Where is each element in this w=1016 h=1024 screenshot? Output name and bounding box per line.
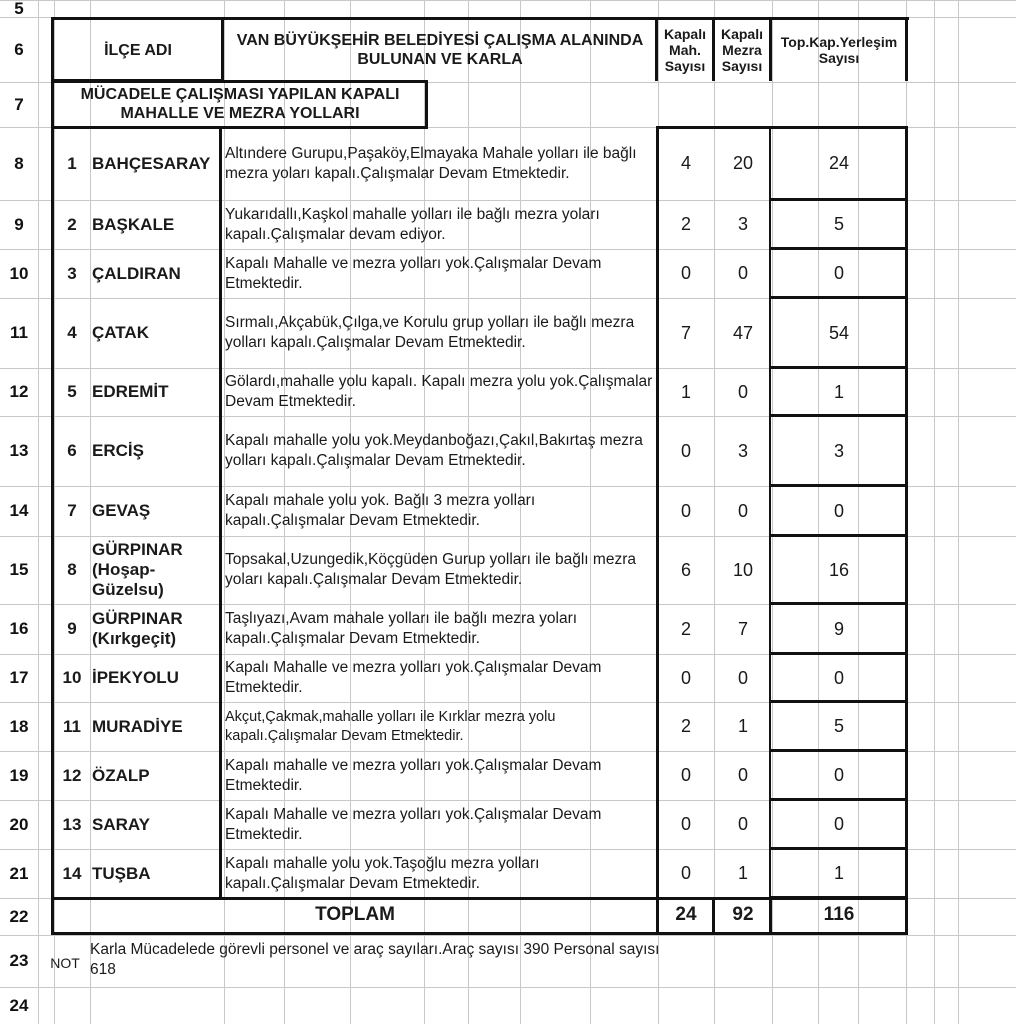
total-closed-count-text: 5: [833, 716, 844, 736]
district-name-text: BAŞKALE: [92, 214, 175, 234]
row-number[interactable]: 14: [9, 501, 29, 520]
row-index-text: 6: [67, 441, 77, 460]
closed-mezra-count[interactable]: [714, 298, 772, 368]
border-totals-mah-right: [712, 897, 715, 935]
border-numbers-left: [656, 126, 659, 935]
row-index-text: 3: [67, 263, 77, 283]
district-name[interactable]: [90, 368, 220, 416]
closed-mezra-count[interactable]: [714, 654, 772, 702]
road-description-text: Topsakal,Uzungedik,Köçgüden Gurup yolları ile bağlı mezra yoları kapalı.Çalışmalar Devam Etmektedir.: [225, 551, 636, 588]
district-name[interactable]: [90, 702, 220, 751]
road-description[interactable]: [223, 849, 655, 898]
closed-mah-count-text: 2: [680, 716, 691, 736]
row-index[interactable]: [54, 751, 90, 800]
row-number[interactable]: 16: [9, 619, 29, 638]
row-index-text: 2: [67, 214, 77, 234]
road-description[interactable]: [223, 127, 655, 200]
district-name[interactable]: [90, 849, 220, 898]
totals-total[interactable]: 116: [823, 904, 855, 925]
row-number[interactable]: 11: [10, 323, 28, 342]
border-top: [52, 17, 909, 20]
row-index[interactable]: [54, 368, 90, 416]
total-closed-count-text: 9: [833, 618, 844, 639]
total-closed-count-text: 0: [833, 765, 844, 785]
header-closed-mezra[interactable]: Kapalı Mezra Sayısı: [720, 26, 763, 74]
total-closed-count[interactable]: [772, 249, 906, 298]
total-closed-count[interactable]: [772, 298, 906, 368]
closed-mah-count-text: 0: [680, 440, 691, 461]
closed-mah-count[interactable]: [658, 298, 714, 368]
totals-mezra[interactable]: 92: [732, 904, 754, 925]
total-closed-count-text: 0: [833, 263, 844, 283]
total-closed-count[interactable]: [772, 416, 906, 486]
total-closed-count[interactable]: [772, 127, 906, 200]
row-index[interactable]: [54, 654, 90, 702]
district-name-text: İPEKYOLU: [92, 668, 179, 687]
row-index-text: 14: [62, 863, 82, 883]
district-name-text: ÖZALP: [92, 765, 150, 785]
row-index[interactable]: [54, 536, 90, 604]
row-number[interactable]: 15: [9, 560, 29, 579]
road-description-text: Akçut,Çakmak,mahalle yolları ile Kırklar mezra yolu kapalı.Çalışmalar Devam Etmektedir.: [225, 708, 556, 744]
total-cell-border: [770, 749, 907, 752]
row-number[interactable]: 12: [9, 382, 29, 401]
row-number[interactable]: 10: [9, 263, 29, 283]
closed-mezra-count-text: 0: [737, 814, 748, 834]
header-closed-mah[interactable]: Kapalı Mah. Sayısı: [663, 26, 706, 74]
total-closed-count[interactable]: [772, 800, 906, 849]
road-description-text: Kapalı mahalle yolu yok.Taşoğlu mezra yolları kapalı.Çalışmalar Devam Etmektedir.: [225, 854, 540, 892]
district-name[interactable]: [90, 486, 220, 536]
district-name-text: MURADİYE: [92, 716, 183, 736]
road-description[interactable]: [223, 751, 655, 800]
total-closed-count-text: 5: [833, 214, 844, 234]
closed-mah-count-text: 4: [680, 153, 691, 173]
total-closed-count-text: 0: [833, 667, 844, 688]
closed-mezra-count-text: 3: [737, 440, 748, 461]
border-total-col-left: [769, 126, 771, 897]
border-right-top: [905, 17, 908, 81]
closed-mah-count-text: 0: [680, 863, 691, 883]
header-description[interactable]: VAN BÜYÜKŞEHİR BELEDİYESİ ÇALIŞMA ALANINDA BULUNAN VE KARLA: [236, 32, 644, 68]
road-description[interactable]: [223, 604, 655, 654]
row-index-text: 10: [62, 668, 82, 687]
total-closed-count-text: 1: [833, 863, 844, 883]
total-closed-count-text: 0: [833, 500, 844, 521]
total-closed-count[interactable]: [772, 702, 906, 751]
row-index-text: 8: [67, 560, 77, 579]
row-index-text: 9: [67, 619, 77, 638]
road-description-text: Sırmalı,Akçabük,Çılga,ve Korulu grup yolları ile bağlı mezra yolları kapalı.Çalışmalar Devam Etmektedir.: [225, 314, 635, 351]
total-closed-count[interactable]: [772, 849, 906, 898]
closed-mezra-count[interactable]: [714, 751, 772, 800]
district-name[interactable]: [90, 751, 220, 800]
total-cell-border: [770, 652, 907, 655]
district-name[interactable]: [90, 654, 220, 702]
closed-mezra-count[interactable]: [714, 702, 772, 751]
road-description-text: Kapalı mahale yolu yok. Bağlı 3 mezra yolları kapalı.Çalışmalar Devam Etmektedir.: [225, 492, 536, 529]
closed-mezra-count-text: 0: [737, 263, 748, 283]
border-totals-mezra-right: [769, 897, 772, 935]
closed-mezra-count-text: 0: [737, 381, 748, 402]
totals-label[interactable]: TOPLAM: [315, 904, 395, 925]
row-number[interactable]: 17: [9, 668, 29, 687]
row-index[interactable]: [54, 298, 90, 368]
road-description-text: Kapalı mahalle yolu yok.Meydanboğazı,Çakıl,Bakırtaş mezra yolları kapalı.Çalışmalar Devam Etmektedir.: [225, 432, 643, 469]
total-closed-count-text: 0: [833, 814, 844, 834]
closed-mezra-count-text: 1: [737, 716, 748, 736]
grid-row-line: [0, 935, 1016, 936]
road-description[interactable]: [223, 249, 655, 298]
total-closed-count[interactable]: [772, 368, 906, 416]
closed-mah-count[interactable]: [658, 751, 714, 800]
closed-mezra-count-text: 1: [737, 863, 748, 883]
road-description[interactable]: [223, 800, 655, 849]
row-index-text: 13: [62, 814, 82, 834]
border-left: [51, 17, 54, 935]
row-number[interactable]: 20: [9, 814, 29, 834]
grid-row-line: [0, 987, 1016, 988]
row-index[interactable]: [54, 249, 90, 298]
row-number[interactable]: 18: [9, 716, 29, 736]
closed-mezra-count[interactable]: [714, 200, 772, 249]
closed-mezra-count[interactable]: [714, 368, 772, 416]
closed-mezra-count[interactable]: [714, 604, 772, 654]
road-description[interactable]: [223, 368, 655, 416]
grid-row-line: [0, 0, 1016, 1]
road-description-text: Taşlıyazı,Avam mahale yolları ile bağlı mezra yoları kapalı.Çalışmalar Devam Etmektedir.: [225, 610, 578, 647]
district-name-text: ERCİŞ: [92, 441, 144, 460]
row-index[interactable]: [54, 486, 90, 536]
district-name-text: GÜRPINAR (Hoşap-Güzelsu): [92, 540, 183, 599]
border-desc-right: [655, 17, 658, 81]
district-name[interactable]: [90, 416, 220, 486]
closed-mah-count-text: 0: [680, 263, 691, 283]
note-label[interactable]: NOT: [50, 955, 80, 971]
row-number[interactable]: 9: [14, 214, 24, 234]
total-cell-border: [770, 198, 907, 201]
closed-mezra-count[interactable]: [714, 249, 772, 298]
total-cell-border: [770, 534, 907, 537]
row-number[interactable]: 6: [14, 39, 24, 59]
total-closed-count[interactable]: [772, 751, 906, 800]
road-description-text: Kapalı Mahalle ve mezra yolları yok.Çalışmalar Devam Etmektedir.: [225, 254, 602, 292]
border-district-right: [221, 17, 224, 83]
border-mah-right: [712, 17, 715, 81]
district-name-text: BAHÇESARAY: [92, 153, 211, 173]
closed-mah-count-text: 0: [680, 667, 691, 688]
row-index[interactable]: [54, 200, 90, 249]
total-closed-count-text: 1: [833, 381, 844, 402]
closed-mah-count-text: 6: [680, 559, 691, 580]
closed-mezra-count[interactable]: [714, 416, 772, 486]
closed-mah-count-text: 1: [680, 381, 691, 402]
row-index[interactable]: [54, 800, 90, 849]
row-index-text: 4: [67, 323, 77, 342]
border-totals-bottom: [52, 932, 908, 935]
closed-mah-count[interactable]: [658, 368, 714, 416]
row-number[interactable]: 7: [14, 94, 24, 114]
header-total-closed[interactable]: Top.Kap.Yerleşim Sayısı: [780, 34, 898, 66]
row-index[interactable]: [54, 702, 90, 751]
row-index[interactable]: [54, 416, 90, 486]
row-index-text: 12: [62, 765, 82, 785]
closed-mezra-count-text: 20: [732, 153, 754, 173]
road-description[interactable]: [223, 416, 655, 486]
total-closed-count[interactable]: [772, 536, 906, 604]
road-description[interactable]: [223, 298, 655, 368]
row-index[interactable]: [54, 849, 90, 898]
row-index[interactable]: [54, 127, 90, 200]
grid-column-line: [38, 0, 39, 1024]
closed-mezra-count-text: 0: [737, 667, 748, 688]
district-name[interactable]: [90, 800, 220, 849]
header-description-continued[interactable]: MÜCADELE ÇALIŞMASI YAPILAN KAPALI MAHALLE VE MEZRA YOLLARI: [80, 86, 400, 122]
total-cell-border: [770, 798, 907, 801]
district-name[interactable]: [90, 536, 220, 604]
row-index-text: 5: [67, 382, 77, 401]
road-description-text: Yukarıdallı,Kaşkol mahalle yolları ile bağlı mezra yoları kapalı.Çalışmalar devam ediyor.: [225, 205, 600, 243]
district-name[interactable]: [90, 249, 220, 298]
total-closed-count[interactable]: [772, 200, 906, 249]
closed-mah-count[interactable]: [658, 702, 714, 751]
border-mezra-right: [769, 17, 772, 81]
closed-mezra-count[interactable]: [714, 849, 772, 898]
row-number[interactable]: 19: [9, 765, 29, 785]
district-name[interactable]: [90, 127, 220, 200]
closed-mah-count-text: 0: [680, 500, 691, 521]
road-description-text: Kapalı Mahalle ve mezra yolları yok.Çalışmalar Devam Etmektedir.: [225, 805, 602, 843]
totals-mah[interactable]: 24: [675, 904, 697, 925]
closed-mah-count[interactable]: [658, 604, 714, 654]
grid-column-line: [958, 0, 959, 1024]
grid-column-line: [934, 0, 935, 1024]
row-number[interactable]: 5: [14, 0, 24, 18]
closed-mah-count[interactable]: [658, 486, 714, 536]
road-description[interactable]: [223, 486, 655, 536]
closed-mezra-count-text: 7: [737, 618, 748, 639]
road-description[interactable]: [223, 654, 655, 702]
border-subheader-bottom: [52, 126, 428, 129]
border-subheader-top: [52, 80, 428, 83]
total-closed-count-text: 24: [828, 153, 850, 173]
border-district-body-right: [219, 127, 222, 900]
closed-mah-count-text: 2: [680, 618, 691, 639]
closed-mah-count-text: 0: [680, 814, 691, 834]
road-description-text: Altındere Gurupu,Paşaköy,Elmayaka Mahale yolları ile bağlı mezra yoları kapalı.Çalışmalar Devam Etmektedir.: [225, 144, 637, 182]
district-name-text: ÇATAK: [92, 323, 149, 342]
closed-mah-count[interactable]: [658, 800, 714, 849]
closed-mezra-count-text: 3: [737, 214, 748, 234]
total-cell-border: [770, 247, 907, 250]
total-closed-count[interactable]: [772, 486, 906, 536]
closed-mah-count-text: 2: [680, 214, 691, 234]
total-closed-count[interactable]: [772, 604, 906, 654]
row-number[interactable]: 22: [9, 906, 29, 926]
total-cell-border: [770, 847, 907, 850]
closed-mezra-count-text: 10: [732, 559, 754, 580]
total-cell-border: [770, 896, 907, 899]
row-index-text: 11: [63, 716, 81, 736]
total-cell-border: [770, 366, 907, 369]
district-name-text: EDREMİT: [92, 382, 169, 401]
district-name-text: GÜRPINAR (Kırkgeçit): [92, 609, 183, 648]
closed-mezra-count-text: 0: [737, 765, 748, 785]
note-text[interactable]: Karla Mücadelede görevli personel ve araç sayıları.Araç sayısı 390 Personal sayısı 618: [90, 941, 660, 978]
row-index-text: 7: [67, 501, 77, 520]
total-cell-border: [770, 700, 907, 703]
closed-mezra-count-text: 0: [737, 500, 748, 521]
road-description[interactable]: [223, 702, 655, 751]
total-closed-count-text: 16: [828, 559, 850, 580]
total-cell-border: [770, 602, 907, 605]
closed-mezra-count[interactable]: [714, 800, 772, 849]
border-numbers-top: [656, 126, 907, 129]
district-name[interactable]: [90, 298, 220, 368]
closed-mah-count[interactable]: [658, 654, 714, 702]
total-cell-border: [770, 484, 907, 487]
row-number[interactable]: 13: [9, 441, 29, 460]
district-name-text: SARAY: [92, 814, 150, 834]
road-description[interactable]: [223, 536, 655, 604]
district-name[interactable]: [90, 604, 220, 654]
row-number[interactable]: 24: [9, 995, 29, 1015]
closed-mah-count[interactable]: [658, 127, 714, 200]
road-description[interactable]: [223, 200, 655, 249]
district-name-text: ÇALDIRAN: [92, 263, 181, 283]
total-closed-count[interactable]: [772, 654, 906, 702]
header-district[interactable]: İLÇE ADI: [104, 41, 172, 59]
closed-mah-count[interactable]: [658, 849, 714, 898]
closed-mah-count[interactable]: [658, 416, 714, 486]
border-subheader-right: [425, 80, 428, 128]
row-number[interactable]: 21: [9, 863, 29, 883]
total-closed-count-text: 3: [833, 440, 844, 461]
closed-mah-count-text: 0: [680, 765, 691, 785]
closed-mezra-count[interactable]: [714, 486, 772, 536]
closed-mah-count[interactable]: [658, 249, 714, 298]
road-description-text: Gölardı,mahalle yolu kapalı. Kapalı mezra yolu yok.Çalışmalar Devam Etmektedir.: [225, 373, 653, 410]
row-number[interactable]: 23: [9, 951, 29, 970]
row-number[interactable]: 8: [14, 153, 24, 173]
total-closed-count-text: 54: [828, 322, 850, 343]
closed-mah-count[interactable]: [658, 200, 714, 249]
district-name-text: GEVAŞ: [92, 501, 151, 520]
closed-mah-count[interactable]: [658, 536, 714, 604]
road-description-text: Kapalı Mahalle ve mezra yolları yok.Çalışmalar Devam Etmektedir.: [225, 659, 602, 696]
total-cell-border: [770, 414, 907, 417]
closed-mah-count-text: 7: [680, 322, 691, 343]
total-cell-border: [770, 296, 907, 299]
closed-mezra-count[interactable]: [714, 536, 772, 604]
row-index-text: 1: [67, 153, 77, 173]
district-name[interactable]: [90, 200, 220, 249]
road-description-text: Kapalı mahalle ve mezra yolları yok.Çalışmalar Devam Etmektedir.: [225, 756, 602, 794]
closed-mezra-count-text: 47: [732, 322, 754, 343]
district-name-text: TUŞBA: [92, 863, 151, 883]
closed-mezra-count[interactable]: [714, 127, 772, 200]
row-index[interactable]: [54, 604, 90, 654]
